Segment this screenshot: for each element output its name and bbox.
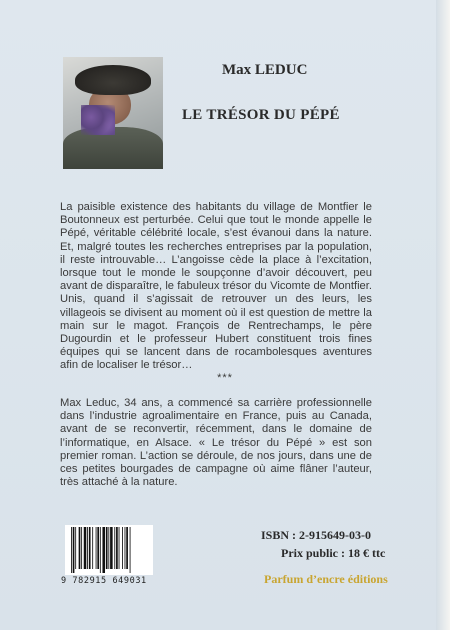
isbn: ISBN : 2-915649-03-0 [261, 528, 371, 542]
barcode-number: 9 782915 649031 [61, 576, 147, 586]
author-name: Max LEDUC [222, 62, 308, 78]
author-bio-paragraph: Max Leduc, 34 ans, a commencé sa carrière professionnelle dans l’industrie agroalimentaire en France, puis au Canada, avant de se reconvertir, récemment, dans le domaine de l’informatique, en Alsace. « Le trésor du Pépé » est son premier roman. L’action se déroule, de nos jours, dans une de ces petites bourgades de campagne où aime flâner l’auteur, très attaché à la nature. [60, 397, 372, 489]
price: Prix public : 18 € ttc [281, 546, 386, 560]
book-title: LE TRÉSOR DU PÉPÉ [182, 107, 340, 123]
page-edge [436, 0, 450, 630]
section-separator: *** [217, 372, 233, 384]
author-photo [63, 57, 163, 169]
barcode-bars [69, 527, 149, 573]
publisher-name: Parfum d’encre éditions [264, 572, 388, 586]
barcode [65, 525, 153, 575]
synopsis-paragraph: La paisible existence des habitants du village de Montfier le Boutonneux est perturbée. Celui que tout le monde appelle le Pépé, véritable célébrité locale, s’est évanoui dans la nature. Et, malgré toutes les recherches entreprises par la population, il reste introuvable… L’angoisse cède la place à l’excitation, lorsque tout le monde le soupçonne d’avoir découvert, peu avant de disparaître, le fabuleux trésor du Vicomte de Montfier. Unis, quand il s’agissait de retrouver un des leurs, les villageois se divisent au moment où il est question de mettre la main sur le magot. François de Rentrechamps, le père Dugourdin et le professeur Hubert constituent trois fines équipes qui se lancent dans de rocambolesques aventures afin de localiser le trésor… [60, 201, 372, 372]
